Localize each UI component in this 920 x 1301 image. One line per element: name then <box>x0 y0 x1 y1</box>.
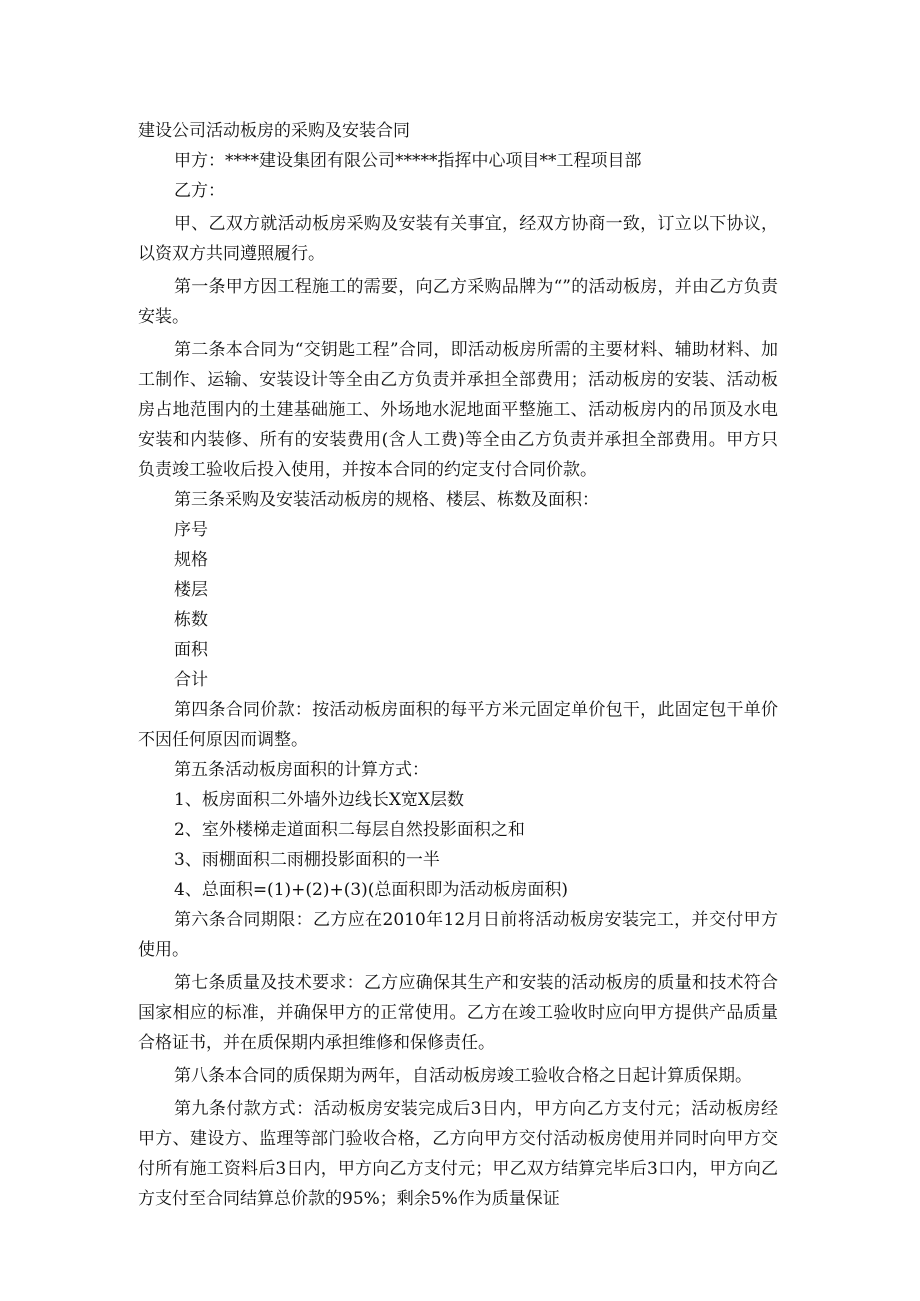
document-page <box>138 116 778 1214</box>
document-title: 建设公司活动板房的采购及安装合同 <box>138 121 410 141</box>
article-3-paragraph: 第三条采购及安装活动板房的规格、楼层、栋数及面积： <box>174 490 599 510</box>
area-formula-1: 1、板房面积二外墙外边线长X宽X层数 <box>174 790 465 810</box>
table-label-total: 合计 <box>174 670 208 690</box>
area-formula-2: 2、室外楼梯走道面积二每层自然投影面积之和 <box>174 820 525 840</box>
table-label-serial: 序号 <box>174 520 208 540</box>
table-label-floor: 楼层 <box>174 580 208 600</box>
area-formula-3: 3、雨棚面积二雨棚投影面积的一半 <box>174 850 440 870</box>
article-7-paragraph: 第七条质量及技术要求：乙方应确保其生产和安装的活动板房的质量和技术符合国家相应的标准，并确保甲方的正常使用。乙方在竣工验收时应向甲方提供产品质量合格证书，并在质保期内承担维修和保修责任。 <box>138 973 778 1053</box>
area-formula-4: 4、总面积=(1)+(2)+(3)(总面积即为活动板房面积) <box>174 880 569 900</box>
preamble-paragraph: 甲、乙双方就活动板房采购及安装有关事宜，经双方协商一致，订立以下协议，以资双方共同遵照履行。 <box>138 214 778 264</box>
table-label-spec: 规格 <box>174 550 208 570</box>
article-2-paragraph: 第二条本合同为“交钥匙工程”合同，即活动板房所需的主要材料、辅助材料、加工制作、运输、安装设计等全由乙方负责并承担全部费用；活动板房的安装、活动板房占地范围内的土建基础施工、外场地水泥地面平整施工、活动板房内的吊顶及水电安装和内装修、所有的安装费用(含人工费)等全由乙方负责并承担全部费用。甲方只负责竣工验收后投入使用，并按本合同的约定支付合同价款。 <box>138 340 778 480</box>
table-label-area: 面积 <box>174 640 208 660</box>
article-6-paragraph: 第六条合同期限：乙方应在2010年12月日前将活动板房安装完工，并交付甲方使用。 <box>138 910 778 960</box>
article-1-paragraph: 第一条甲方因工程施工的需要，向乙方采购品牌为“”的活动板房，并由乙方负责安装。 <box>138 277 778 327</box>
table-label-buildings: 栋数 <box>174 610 208 630</box>
party-a-line: 甲方：****建设集团有限公司*****指挥中心项目**工程项目部 <box>174 151 642 171</box>
article-8-paragraph: 第八条本合同的质保期为两年，自活动板房竣工验收合格之日起计算质保期。 <box>174 1066 752 1086</box>
party-b-line: 乙方： <box>174 181 225 201</box>
article-9-paragraph: 第九条付款方式：活动板房安装完成后3日内，甲方向乙方支付元；活动板房经甲方、建设方、监理等部门验收合格，乙方向甲方交付活动板房使用并同时向甲方交付所有施工资料后3日内，甲方向乙方支付元；甲乙双方结算完毕后3口内，甲方向乙方支付至合同结算总价款的95%；剩余5%作为质量保证 <box>138 1099 778 1209</box>
article-5-paragraph: 第五条活动板房面积的计算方式： <box>174 760 429 780</box>
article-4-paragraph: 第四条合同价款：按活动板房面积的每平方米元固定单价包干，此固定包干单价不因任何原因而调整。 <box>138 700 778 750</box>
